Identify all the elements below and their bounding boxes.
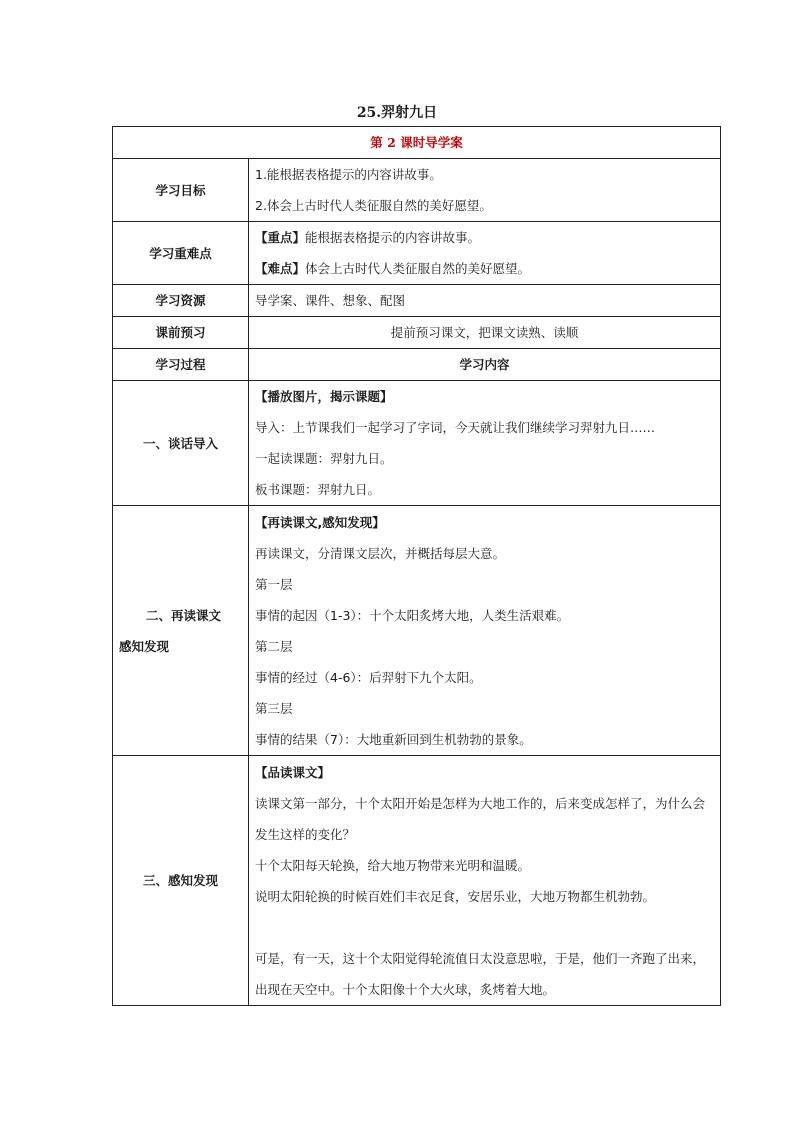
objective-item: 1.能根据表格提示的内容讲故事。 bbox=[255, 167, 442, 182]
resources-label: 学习资源 bbox=[113, 285, 249, 317]
section3-heading: 【品读课文】 bbox=[255, 764, 331, 780]
section3-line: 十个太阳每天轮换，给大地万物带来光明和温暖。 bbox=[255, 857, 531, 873]
header-row bbox=[113, 127, 721, 159]
section1-content bbox=[249, 381, 721, 506]
keypoints-row bbox=[113, 222, 721, 285]
section2-label bbox=[113, 506, 249, 756]
keypoints-label: 学习重难点 bbox=[113, 222, 249, 285]
key-point-tag: 【重点】 bbox=[255, 230, 306, 245]
objectives-label: 学习目标 bbox=[113, 159, 249, 222]
section1-line: 导入：上节课我们一起学习了字词，今天就让我们继续学习羿射九日…… bbox=[255, 420, 656, 435]
section1-line: 一起读课题：羿射九日。 bbox=[255, 451, 393, 466]
section2-label-line1: 二、再读课文 bbox=[145, 607, 221, 623]
key-point bbox=[255, 222, 714, 253]
section1-label: 一、谈话导入 bbox=[113, 381, 249, 506]
section3-line: 说明太阳轮换的时候百姓们丰衣足食，安居乐业，大地万物都生机勃勃。 bbox=[255, 888, 656, 904]
section2-line: 事情的结果（7）：大地重新回到生机勃勃的景象。 bbox=[255, 731, 532, 747]
section2-line: 事情的经过（4-6）：后羿射下九个太阳。 bbox=[255, 669, 482, 685]
process-row bbox=[113, 349, 721, 381]
lesson-header: 第 2 课时导学案 bbox=[113, 127, 721, 159]
section3-content bbox=[249, 756, 721, 1006]
preview-value: 提前预习课文，把课文读熟、读顺 bbox=[249, 317, 721, 349]
section2-row bbox=[113, 506, 721, 756]
resources-row bbox=[113, 285, 721, 317]
preview-label: 课前预习 bbox=[113, 317, 249, 349]
objectives-content bbox=[249, 159, 721, 222]
section3-line: 可是，有一天，这十个太阳觉得轮流值日太没意思啦，于是，他们一齐跑了出来，出现在天空中。十个太阳像十个大火球，炙烤着大地。 bbox=[255, 950, 706, 997]
section1-line: 板书课题：羿射九日。 bbox=[255, 482, 381, 497]
keypoints-content bbox=[249, 222, 721, 285]
section2-line: 第二层 bbox=[255, 638, 293, 654]
section2-line: 第一层 bbox=[255, 576, 293, 592]
difficult-point bbox=[255, 253, 714, 284]
difficult-point-text: 体会上古时代人类征服自然的美好愿望。 bbox=[305, 261, 531, 276]
key-point-text: 能根据表格提示的内容讲故事。 bbox=[305, 230, 481, 245]
process-label: 学习过程 bbox=[113, 349, 249, 381]
objectives-row bbox=[113, 159, 721, 222]
section3-row bbox=[113, 756, 721, 1006]
section2-content bbox=[249, 506, 721, 756]
preview-row bbox=[113, 317, 721, 349]
page-title: 25.羿射九日 bbox=[356, 105, 438, 121]
resources-value: 导学案、课件、想象、配图 bbox=[249, 285, 721, 317]
section2-label-line2: 感知发现 bbox=[119, 638, 170, 654]
section2-line: 第三层 bbox=[255, 700, 293, 716]
section3-label: 三、感知发现 bbox=[113, 756, 249, 1006]
lesson-plan-table bbox=[112, 126, 721, 1006]
section2-line: 再读课文，分清课文层次，并概括每层大意。 bbox=[255, 545, 506, 561]
section3-blank-line bbox=[255, 912, 714, 943]
difficult-point-tag: 【难点】 bbox=[255, 261, 306, 276]
section1-row bbox=[113, 381, 721, 506]
section3-line: 读课文第一部分，十个太阳开始是怎样为大地工作的，后来变成怎样了，为什么会发生这样的变化？ bbox=[255, 795, 706, 842]
section1-heading: 【播放图片，揭示课题】 bbox=[255, 389, 393, 404]
objective-item: 2.体会上古时代人类征服自然的美好愿望。 bbox=[255, 198, 492, 213]
process-value: 学习内容 bbox=[249, 349, 721, 381]
section2-line: 事情的起因（1-3）：十个太阳炙烤大地，人类生活艰难。 bbox=[255, 607, 570, 623]
section2-heading: 【再读课文,感知发现】 bbox=[255, 514, 385, 530]
